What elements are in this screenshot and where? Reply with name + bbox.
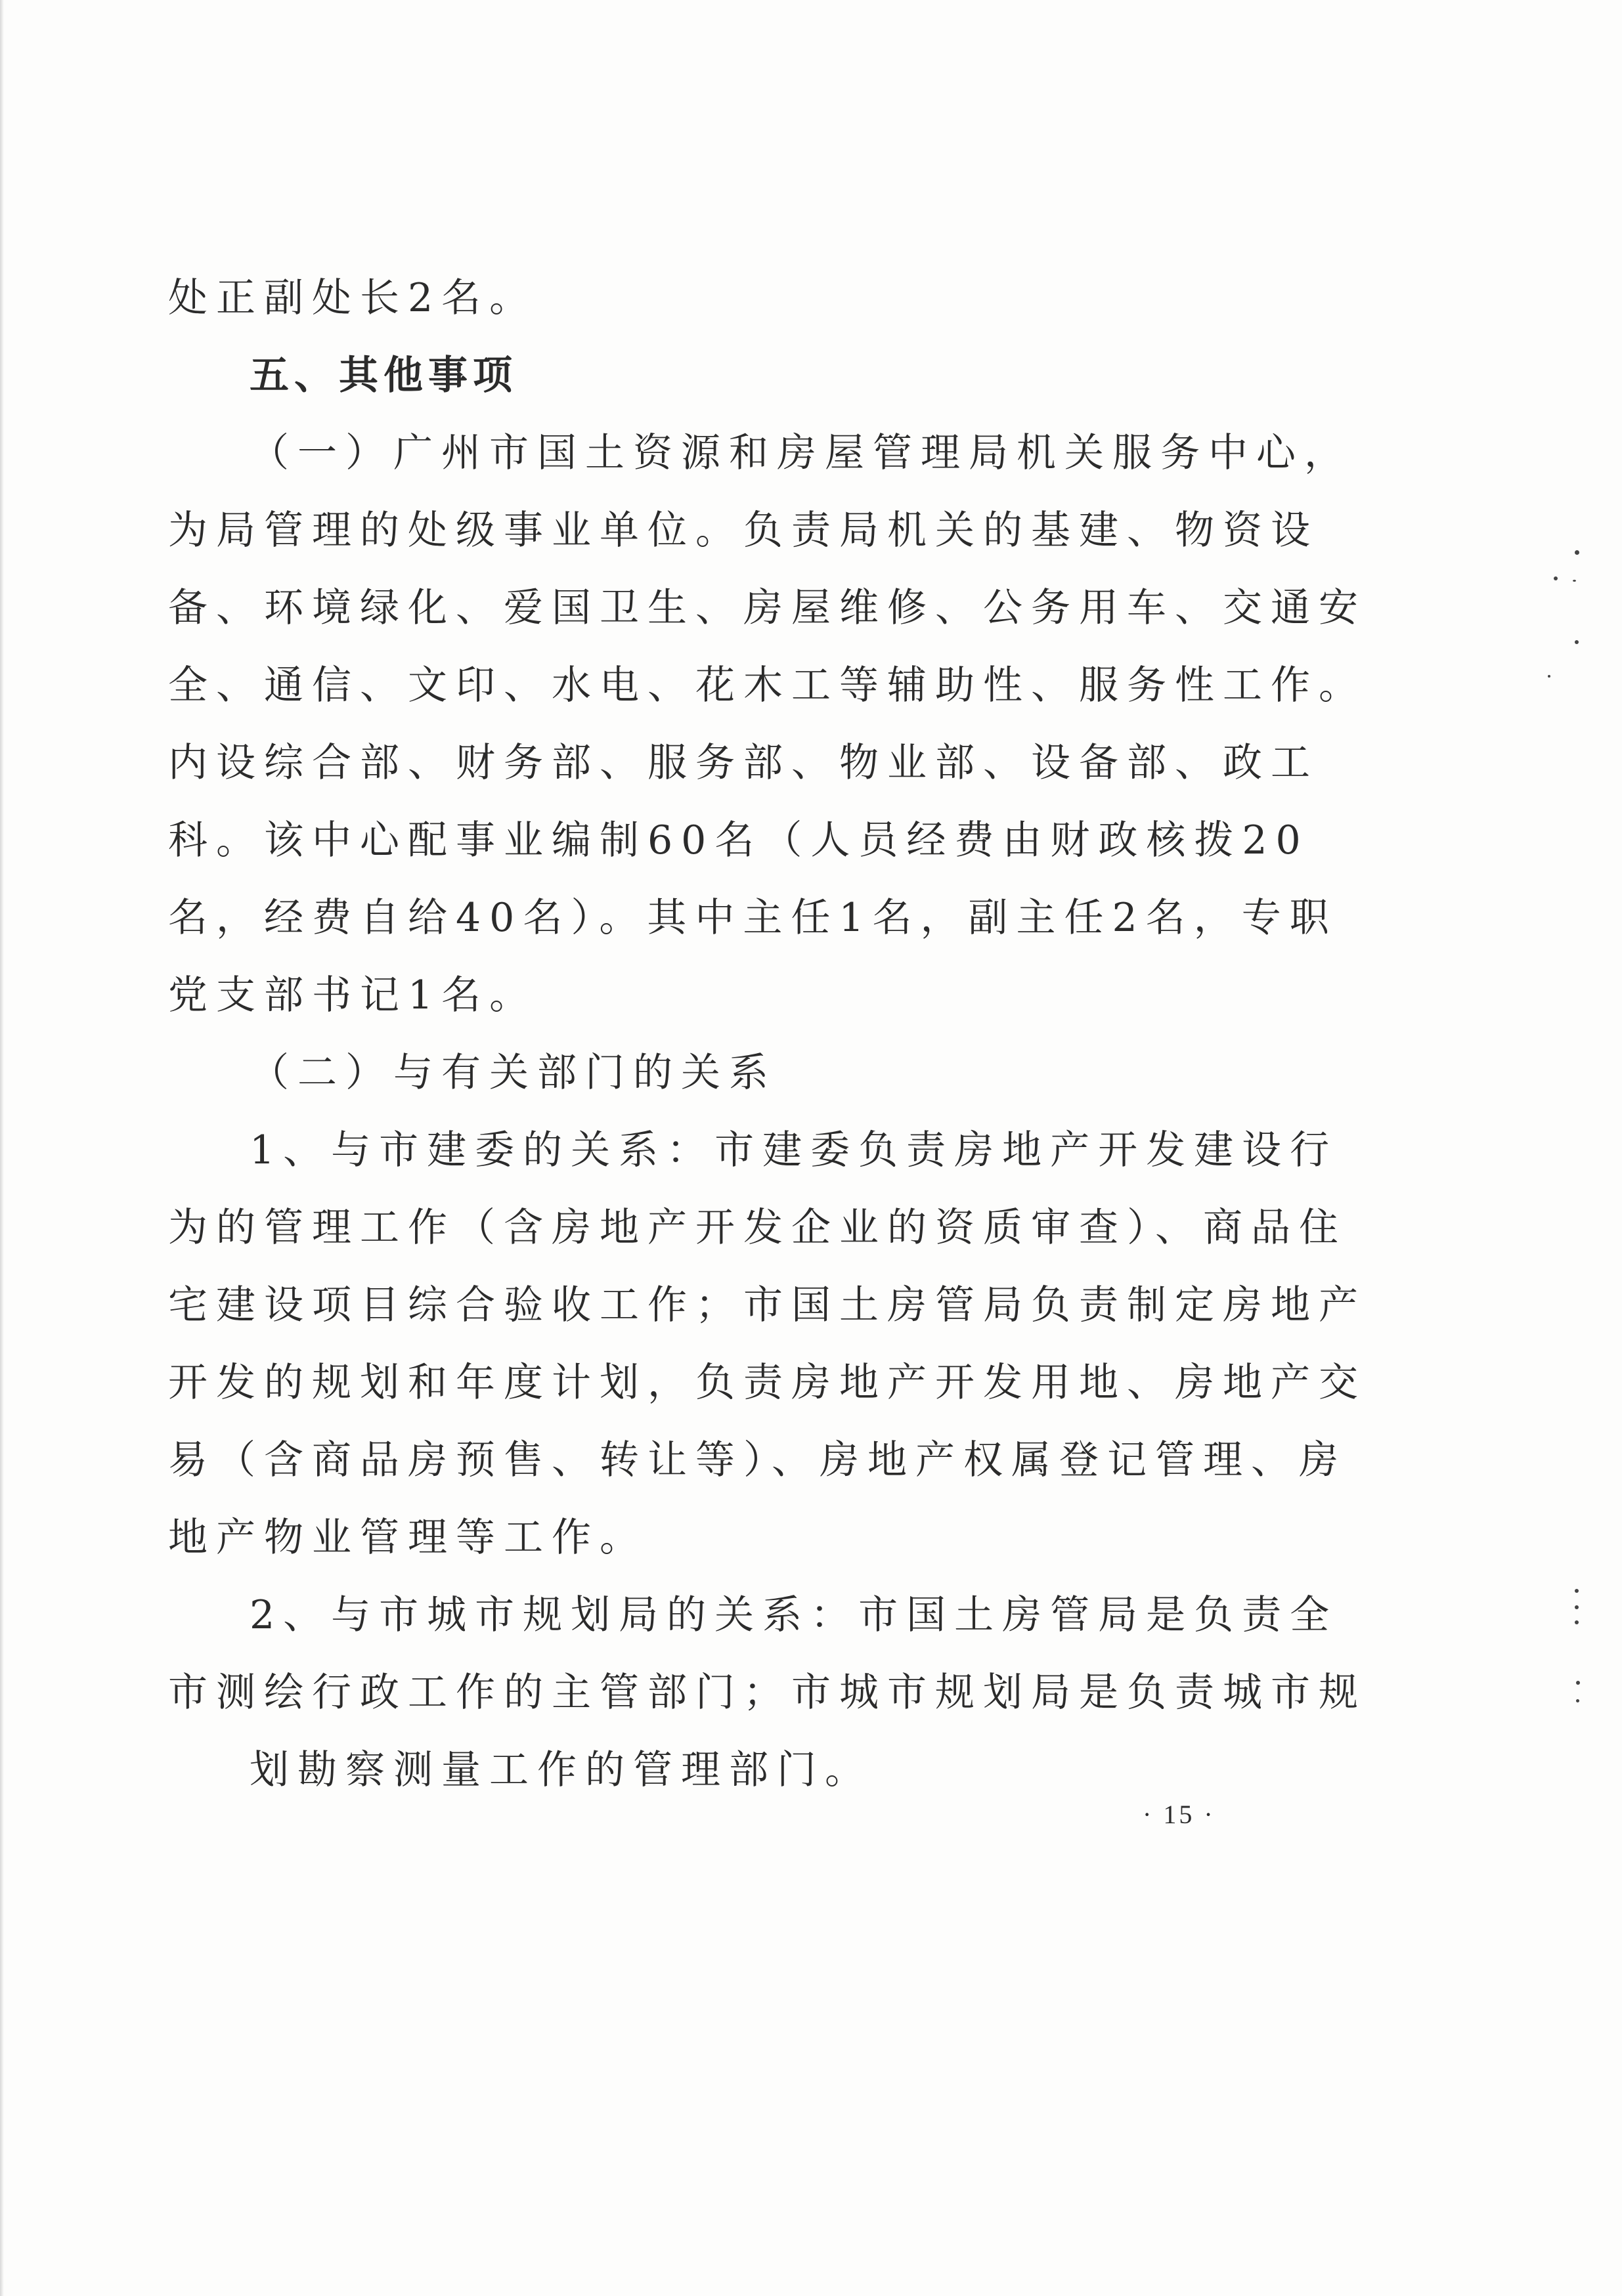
text-line: 1、与市建委的关系：市建委负责房地产开发建设行: [250, 1127, 1338, 1173]
text-line: 为的管理工作（含房地产开发企业的资质审查）、商品住: [168, 1205, 1347, 1251]
scan-speck: [1576, 1699, 1579, 1702]
scan-speck: [1548, 675, 1550, 678]
text-line: 全、通信、文印、水电、花木工等辅助性、服务性工作。: [168, 662, 1367, 708]
body-text: [168, 259, 1367, 1809]
scan-speck: [1575, 550, 1579, 555]
text-line: 科。该中心配事业编制60名（人员经费由财政核拨20: [168, 817, 1309, 863]
text-line: 宅建设项目综合验收工作；市国土房管局负责制定房地产: [168, 1282, 1367, 1328]
scan-speck: [1554, 576, 1558, 580]
section-heading: 五、其他事项: [250, 353, 517, 399]
text-line: 划勘察测量工作的管理部门。: [250, 1747, 873, 1793]
text-line: 备、环境绿化、爱国卫生、房屋维修、公务用车、交通安: [168, 585, 1367, 631]
text-line: 市测绘行政工作的主管部门；市城市规划局是负责城市规: [168, 1670, 1367, 1716]
text-line: 党支部书记1名。: [168, 972, 538, 1018]
scan-speck: [1575, 1589, 1579, 1593]
scan-speck: [1576, 1681, 1580, 1685]
page-number: · 15 ·: [1143, 1800, 1216, 1829]
text-line: 地产物业管理等工作。: [168, 1515, 647, 1561]
scan-edge-shadow: [0, 0, 4, 2296]
scan-speck: [1573, 580, 1576, 582]
text-line: 开发的规划和年度计划，负责房地产开发用地、房地产交: [168, 1360, 1367, 1406]
text-line: 2、与市城市规划局的关系：市国土房管局是负责全: [250, 1592, 1338, 1638]
scan-speck: [1575, 1605, 1579, 1609]
scan-speck: [1575, 1620, 1579, 1624]
text-line: 内设综合部、财务部、服务部、物业部、设备部、政工: [168, 740, 1319, 786]
text-line: （二）与有关部门的关系: [250, 1050, 777, 1096]
text-line: 名，经费自给40名）。其中主任1名，副主任2名，专职: [168, 895, 1338, 941]
text-line: （一）广州市国土资源和房屋管理局机关服务中心，: [250, 430, 1352, 476]
text-line: 处正副处长2名。: [168, 275, 538, 321]
scan-speck: [1575, 640, 1579, 644]
text-line: 易（含商品房预售、转让等）、房地产权属登记管理、房: [168, 1437, 1347, 1483]
text-line: 为局管理的处级事业单位。负责局机关的基建、物资设: [168, 508, 1319, 553]
